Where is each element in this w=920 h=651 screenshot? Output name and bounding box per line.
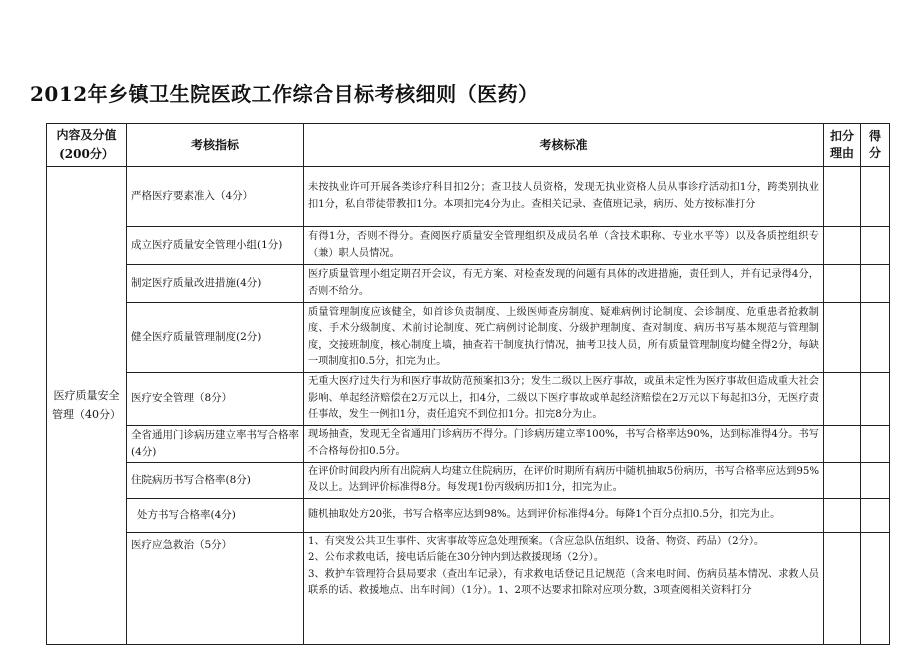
indicator-cell: 处方书写合格率(4分) [127,498,304,532]
standard-cell: 质量管理制度应该健全，如首诊负责制度、上级医师查房制度、疑难病例讨论制度、会诊制度、危重患者抢救制度、手术分级制度、术前讨论制度、死亡病例讨论制度、分级护理制度、查对制度、病历书写基本规范与管理制度，交接班制度，核心制度上墙，抽查若干制度执行情况，抽考卫技人员，所有质量管理制度均健全得2分，每缺一项制度扣0.5分，扣完为止。 [304,303,824,373]
standard-cell: 无重大医疗过失行为和医疗事故防范预案扣3分；发生二级以上医疗事故，或虽未定性为医疗事故但造成重大社会影响、单起经济赔偿在2万元以上，扣4分，二级以下医疗事故或单起经济赔偿在2万元以下每起扣3分，无医疗责任事故，发生一例扣1分，责任追究不到位扣1分。扣完8分为止。 [304,373,824,426]
header-score: 得分 [861,124,890,167]
score-cell [861,498,890,532]
table-row [47,167,890,227]
indicator-cell: 成立医疗质量安全管理小组(1分) [127,227,304,265]
table-row [47,425,890,462]
score-cell [861,227,890,265]
deduct-cell [824,303,861,373]
score-cell [861,462,890,498]
standard-cell: 随机抽取处方20张，书写合格率应达到98%。达到评价标准得4分。每降1个百分点扣0.5分，扣完为止。 [304,498,824,532]
standard-cell: 现场抽查，发现无全省通用门诊病历不得分。门诊病历建立率100%，书写合格率达90%，达到标准得4分。书写不合格每份扣0.5分。 [304,425,824,462]
table-row [47,462,890,498]
indicator-cell: 全省通用门诊病历建立率书写合格率(4分) [127,425,304,462]
assessment-table [46,123,890,645]
deduct-cell [824,498,861,532]
standard-line: 1、有突发公共卫生事件、灾害事故等应急处理预案。（含应急队伍组织、设备、物资、药品）（2分）。 [308,535,765,547]
header-indicator: 考核指标 [127,124,304,167]
deduct-cell [824,462,861,498]
deduct-cell [824,167,861,227]
standard-cell: 在评价时间段内所有出院病人均建立住院病历，在评价时期所有病历中随机抽取5份病历，书写合格率应达到95%及以上。达到评价标准得8分。每发现1份丙级病历扣1分，扣完为止。 [304,462,824,498]
table-header-row [47,124,890,167]
indicator-cell: 医疗应急救治（5分） [127,532,304,644]
score-cell [861,373,890,426]
table-row [47,532,890,644]
header-content: 内容及分值(200分） [47,124,127,167]
table-row [47,303,890,373]
table-row [47,498,890,532]
standard-cell [304,532,824,644]
table-row [47,227,890,265]
indicator-cell: 严格医疗要素准入（4分） [127,167,304,227]
score-cell [861,532,890,644]
table-row [47,265,890,303]
indicator-cell: 制定医疗质量改进措施(4分) [127,265,304,303]
deduct-cell [824,265,861,303]
score-cell [861,303,890,373]
indicator-cell: 健全医疗质量管理制度(2分) [127,303,304,373]
indicator-cell: 住院病历书写合格率(8分) [127,462,304,498]
deduct-cell [824,373,861,426]
standard-cell: 医疗质量管理小组定期召开会议，有无方案、对检查发现的问题有具体的改进措施，责任到人，并有记录得4分，否则不给分。 [304,265,824,303]
score-cell [861,265,890,303]
deduct-cell [824,532,861,644]
deduct-cell [824,425,861,462]
page-title: 2012年乡镇卫生院医政工作综合目标考核细则（医药） [30,82,539,106]
standard-cell: 有得1分，否则不得分。查阅医疗质量安全管理组织及成员名单（含技术职称、专业水平等）以及各质控组织专（兼）职人员情况。 [304,227,824,265]
standard-line: 3、救护车管理符合县局要求（查出车记录），有求救电话登记且记规范（含来电时间、伤病员基本情况、求救人员联系的话、救援地点、出车时间）（1分）。1、2项不达要求扣除对应项分数，3项查阅相关资料打分 [308,568,819,596]
deduct-cell [824,227,861,265]
header-standard: 考核标准 [304,124,824,167]
standard-line: 2、公布求救电话，接电话后能在30分钟内到达救援现场（2分）。 [308,552,604,563]
indicator-cell: 医疗安全管理（8分） [127,373,304,426]
category-cell: 医疗质量安全管理（40分） [47,167,127,645]
header-deduct-reason: 扣分理由 [824,124,861,167]
score-cell [861,167,890,227]
table-row [47,373,890,426]
score-cell [861,425,890,462]
standard-cell: 未按执业许可开展各类诊疗科目扣2分；查卫技人员资格，发现无执业资格人员从事诊疗活动扣1分，跨类别执业扣1分，私自带徒带教扣1分。本项扣完4分为止。查相关记录、查值班记录，病历、处方按标准打分 [304,167,824,227]
